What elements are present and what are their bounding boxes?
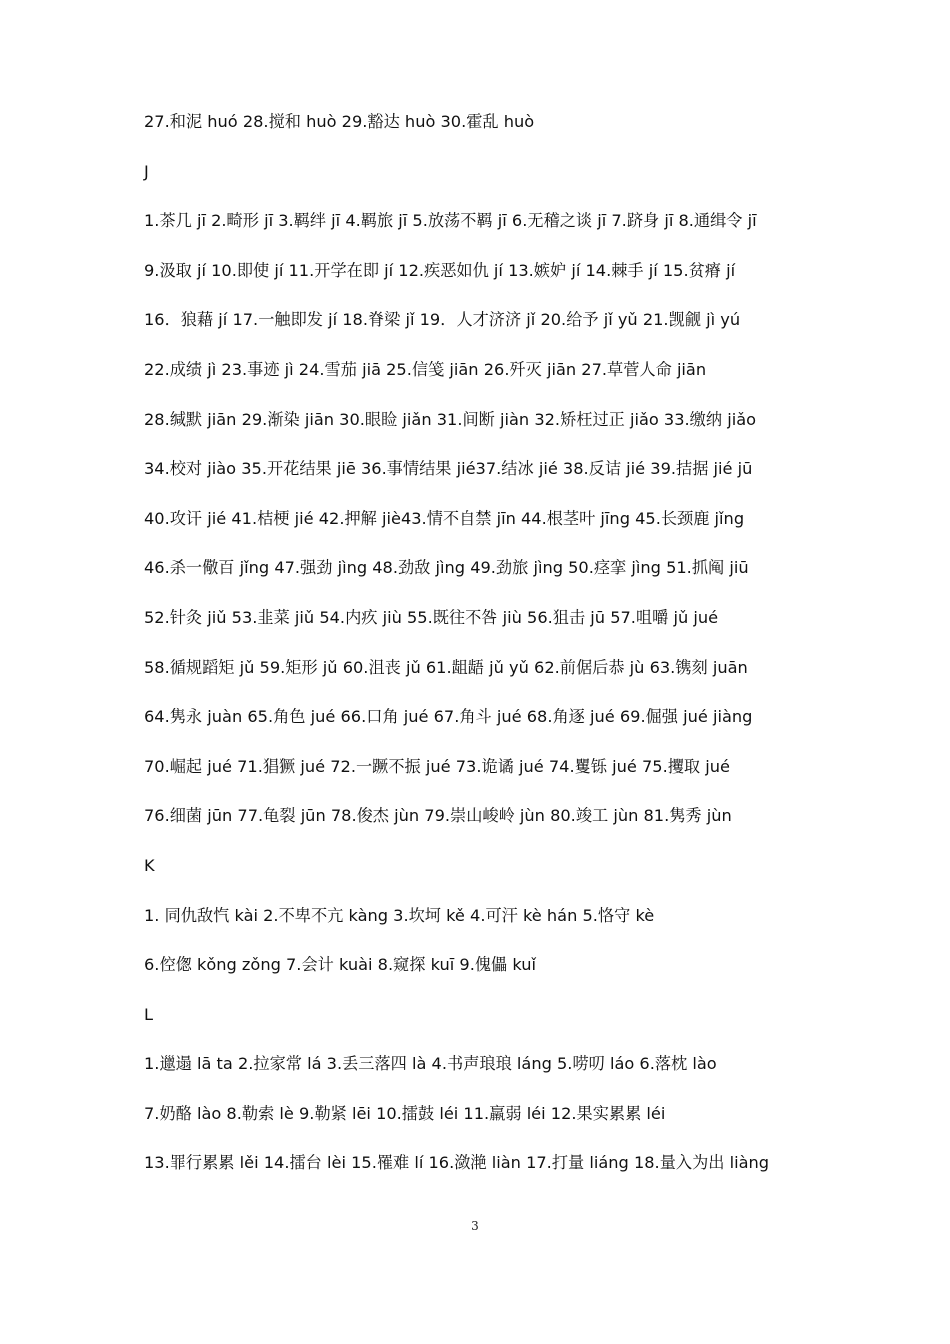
document-body <box>144 104 934 1195</box>
text-line: 28.缄默 jiān 29.渐染 jiān 30.眼睑 jiǎn 31.间断 jiàn 32.矫枉过正 jiǎo 33.缴纳 jiǎo <box>144 409 757 429</box>
text-line: 34.校对 jiào 35.开花结果 jiē 36.事情结果 jié37.结冰 jié 38.反诘 jié 39.拮据 jié jū <box>144 459 753 479</box>
text-line: 1.邋遢 lā ta 2.拉家常 lá 3.丢三落四 là 4.书声琅琅 láng 5.唠叨 láo 6.落枕 lào <box>144 1054 717 1074</box>
text-line: 9.汲取 jí 10.即使 jí 11.开学在即 jí 12.疾恶如仇 jí 13.嫉妒 jí 14.棘手 jí 15.贫瘠 jí <box>144 260 736 280</box>
text-line: 1.茶几 jī 2.畸形 jī 3.羁绊 jī 4.羁旅 jī 5.放荡不羁 jī 6.无稽之谈 jī 7.跻身 jī 8.通缉令 jī <box>144 211 757 231</box>
text-line: 46.杀一儆百 jǐng 47.强劲 jìng 48.劲敌 jìng 49.劲旅 jìng 50.痉挛 jìng 51.抓阄 jiū <box>144 558 749 578</box>
text-line: 52.针灸 jiǔ 53.韭菜 jiǔ 54.内疚 jiù 55.既往不咎 jiù 56.狙击 jū 57.咀嚼 jǔ jué <box>144 607 719 627</box>
text-line: 70.崛起 jué 71.猖獗 jué 72.一蹶不振 jué 73.诡谲 jué 74.矍铄 jué 75.攫取 jué <box>144 756 730 776</box>
text-line: 6.倥偬 kǒng zǒng 7.会计 kuài 8.窥探 kuī 9.傀儡 kuǐ <box>144 955 537 975</box>
text-line: 64.隽永 juàn 65.角色 jué 66.口角 jué 67.角斗 jué 68.角逐 jué 69.倔强 jué jiàng <box>144 707 753 727</box>
text-line: 13.罪行累累 lěi 14.擂台 lèi 15.罹难 lí 16.潋滟 liàn 17.打量 liáng 18.量入为出 liàng <box>144 1153 770 1173</box>
text-line: 1. 同仇敌忾 kài 2.不卑不亢 kàng 3.坎坷 kě 4.可汗 kè hán 5.恪守 kè <box>144 905 655 925</box>
text-line: 40.攻讦 jié 41.桔梗 jié 42.押解 jiè43.情不自禁 jīn 44.根茎叶 jīng 45.长颈鹿 jǐng <box>144 508 745 528</box>
section-heading-l: L <box>144 1004 154 1024</box>
page-number: 3 <box>471 1219 479 1233</box>
text-line: 16．狼藉 jí 17.一触即发 jí 18.脊梁 jǐ 19．人才济济 jǐ 20.给予 jǐ yǔ 21.觊觎 jì yú <box>144 310 741 330</box>
section-heading-j: J <box>144 161 149 181</box>
text-line: 22.成绩 jì 23.事迹 jì 24.雪茄 jiā 25.信笺 jiān 26.歼灭 jiān 27.草菅人命 jiān <box>144 359 707 379</box>
text-line: 7.奶酪 lào 8.勒索 lè 9.勒紧 lēi 10.擂鼓 léi 11.羸弱 léi 12.果实累累 léi <box>144 1103 666 1123</box>
section-heading-k: K <box>144 855 155 875</box>
text-line: 58.循规蹈矩 jǔ 59.矩形 jǔ 60.沮丧 jǔ 61.龃龉 jǔ yǔ 62.前倨后恭 jù 63.镌刻 juān <box>144 657 748 677</box>
text-line: 76.细菌 jūn 77.龟裂 jūn 78.俊杰 jùn 79.崇山峻岭 jùn 80.竣工 jùn 81.隽秀 jùn <box>144 806 732 826</box>
text-line: 27.和泥 huó 28.搅和 huò 29.豁达 huò 30.霍乱 huò <box>144 112 535 131</box>
